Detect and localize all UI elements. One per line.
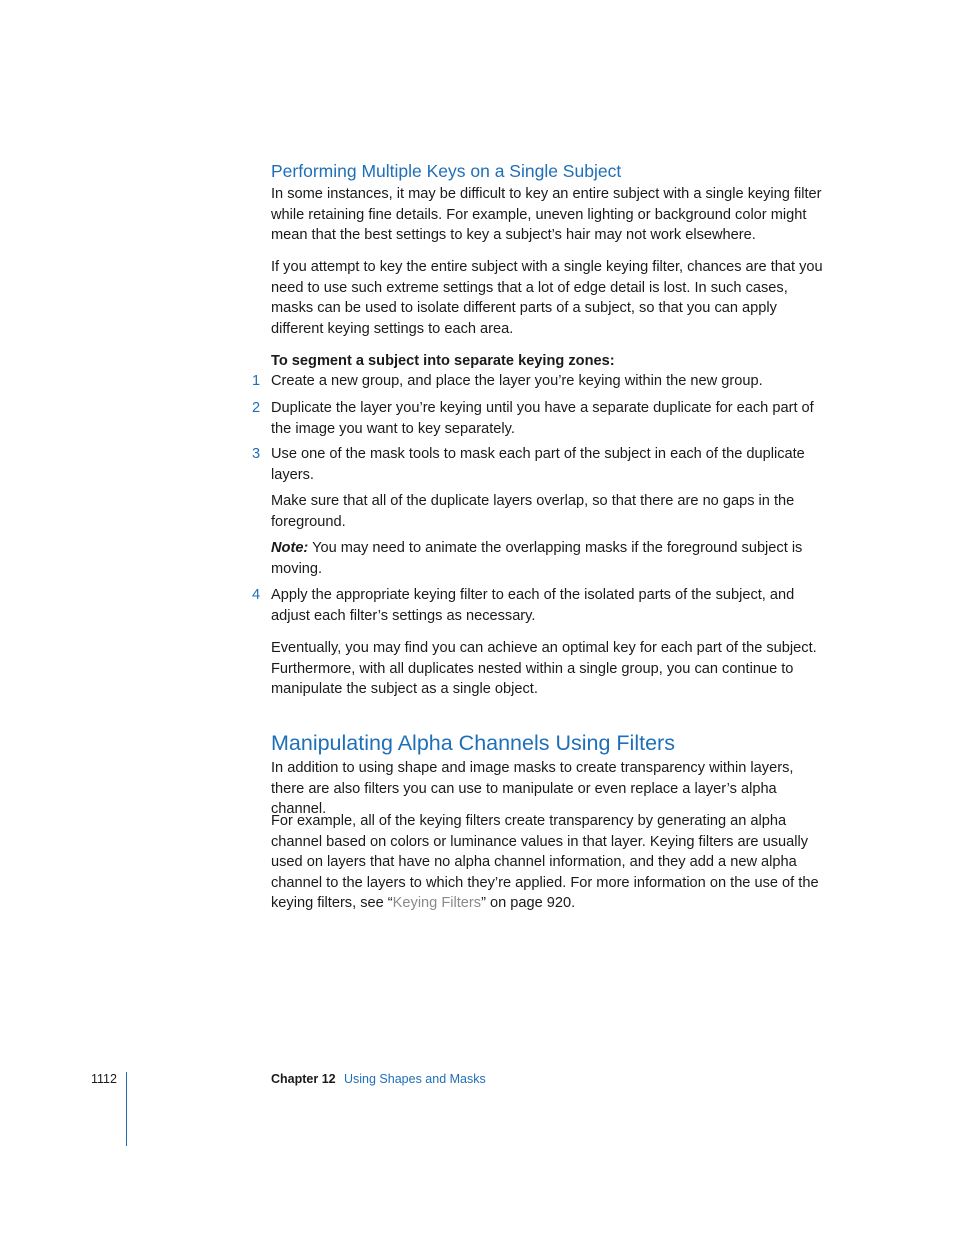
paragraph-eventually: Eventually, you may find you can achieve an optimal key for each part of the subject. Furthermore, with all duplicates nested within a single group, you can continue to manipulate the subject as a single object. [271, 640, 817, 697]
paragraph-extreme-settings: If you attempt to key the entire subject with a single keying filter, chances are that you need to use such extreme settings that a lot of edge detail is lost. In such cases, masks can be used to isolate different parts of a subject, so that you can apply different keying settings to each area. [271, 259, 823, 337]
step-text: Use one of the mask tools to mask each part of the subject in each of the duplicate layers. [271, 446, 805, 483]
section-heading-alpha-channels: Manipulating Alpha Channels Using Filters [271, 731, 675, 755]
step-number: 1 [252, 373, 261, 389]
step-text: Create a new group, and place the layer you’re keying within the new group. [271, 373, 763, 389]
paragraph-text-after-link: ” on page 920. [481, 895, 576, 911]
note-label: Note: [271, 540, 309, 556]
keying-filters-link[interactable]: Keying Filters [392, 895, 482, 911]
paragraph-keying-filters [271, 811, 826, 914]
procedure-title: To segment a subject into separate keying zones: [271, 353, 615, 369]
step-number: 3 [252, 446, 261, 462]
step-number: 2 [252, 400, 261, 416]
paragraph-intro: In some instances, it may be difficult to key an entire subject with a single keying filter while retaining fine details. For example, uneven lighting or background color might mean that the best settings to key a subject’s hair may not work elsewhere. [271, 186, 822, 243]
page-number: 1112 [91, 1072, 117, 1086]
step-text: Apply the appropriate keying filter to each of the isolated parts of the subject, and adjust each filter’s settings as necessary. [271, 587, 795, 624]
footer-divider [126, 1072, 127, 1146]
step-followup-text: Make sure that all of the duplicate layers overlap, so that there are no gaps in the foreground. [271, 493, 795, 530]
note-text: You may need to animate the overlapping masks if the foreground subject is moving. [271, 540, 803, 577]
paragraph-alpha-intro: In addition to using shape and image masks to create transparency within layers, there are also filters you can use to manipulate or even replace a layer’s alpha channel. [271, 760, 794, 817]
section-heading-multiple-keys: Performing Multiple Keys on a Single Subject [271, 161, 622, 181]
step-number: 4 [252, 587, 261, 603]
chapter-title: Using Shapes and Masks [344, 1072, 486, 1086]
paragraph-text-before-link: For example, all of the keying filters create transparency by generating an alpha channel based on colors or luminance values in that layer. Keying filters are usually used on layers that have no alpha channel information, and they add a new alpha channel to the layers to which they’re applied. For more information on the use of the keying filters, see “ [271, 813, 819, 911]
note-paragraph [271, 538, 826, 579]
chapter-label: Chapter 12 [271, 1072, 336, 1086]
step-text: Duplicate the layer you’re keying until you have a separate duplicate for each part of the image you want to key separately. [271, 400, 814, 437]
